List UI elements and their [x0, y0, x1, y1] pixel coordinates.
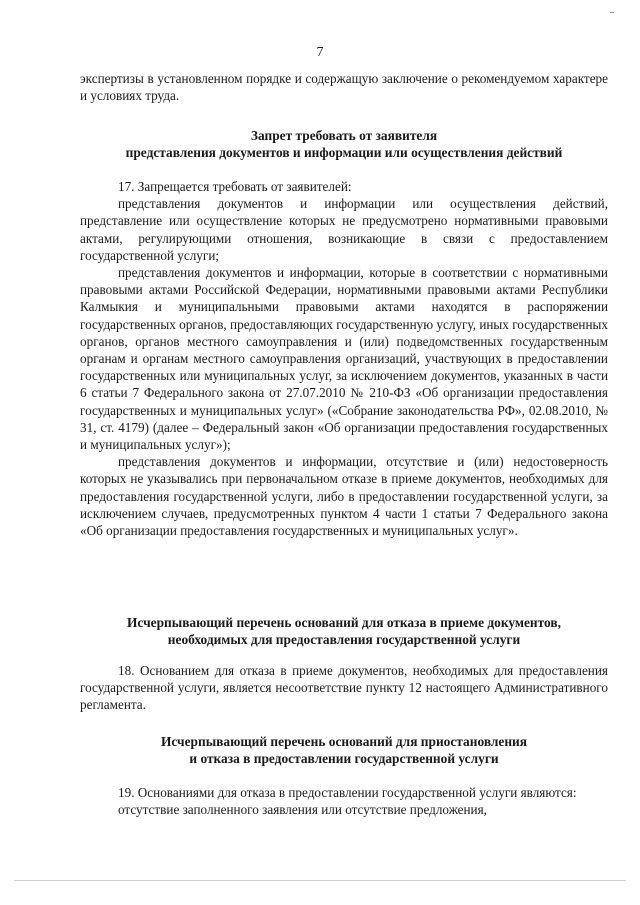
intro-paragraph: экспертизы в установленном порядке и содержащую заключение о рекомендуемом характере и условиях труда. — [80, 71, 608, 104]
section1-body — [80, 178, 608, 539]
paragraph-17-item-3: представления документов и информации, отсутствие и (или) недостоверность которых не указывались при первоначальном отказе в приеме документов, необходимых для предоставления государственной услуги, либо в предоставлении государственной услуги, за исключением случаев, предусмотренных пунктом 4 части 1 статьи 7 Федерального закона «Об организации предоставления государственных и муниципальных услуг». — [80, 454, 608, 539]
paragraph-17-lead: 17. Запрещается требовать от заявителей: — [118, 179, 352, 194]
scan-mark — [610, 12, 614, 13]
paragraph-18: 18. Основанием для отказа в приеме документов, необходимых для предоставления государственной услуги, является несоответствие пункту 12 настоящего Административного регламента. — [80, 663, 608, 713]
intro-block — [80, 70, 608, 104]
heading-line: Запрет требовать от заявителя — [250, 128, 438, 143]
paragraph-17-item-1: представления документов и информации или осуществления действий, представление или осуществление которых не предусмотрено нормативными правовыми актами, регулирующими отношения, возникающие в связи с предоставлением государственной услуги; — [80, 196, 608, 263]
heading-line: Исчерпывающий перечень оснований для отказа в приеме документов, — [127, 615, 561, 630]
heading-line: необходимых для предоставления государственной услуги — [167, 632, 521, 648]
paragraph-19-lead: 19. Основаниями для отказа в предоставлении государственной услуги являются: — [118, 785, 577, 800]
section3-body — [80, 784, 608, 818]
heading-line: Исчерпывающий перечень оснований для приостановления — [160, 734, 528, 749]
section2-body — [80, 662, 608, 714]
section-heading-refusal-documents — [80, 614, 608, 648]
paragraph-19-item-1: отсутствие заполненного заявления или отсутствие предложения, — [118, 802, 487, 818]
section-heading-prohibition — [80, 127, 608, 161]
page-number: 7 — [316, 45, 324, 60]
heading-line: представления документов и информации или осуществления действий — [125, 145, 563, 161]
paragraph-17-item-2: представления документов и информации, которые в соответствии с нормативными правовыми актами Российской Федерации, нормативными правовыми актами Республики Калмыкия и муниципальными правовыми актами находятся в распоряжении государственных органов, предоставляющих государственную услугу, иных государственных органов, органов местного самоуправления и (или) подведомственных государственным органам и органам местного самоуправления организаций, участвующих в предоставлении государственных или муниципальных услуг, за исключением документов, указанных в части 6 статьи 7 Федерального закона от 27.07.2010 № 210-ФЗ «Об организации предоставления государственных и муниципальных услуг» («Собрание законодательства РФ», 02.08.2010, № 31, ст. 4179) (далее – Федеральный закон «Об организации предоставления государственных и муниципальных услуг»); — [80, 265, 608, 453]
heading-line: и отказа в предоставлении государственной услуги — [189, 751, 499, 767]
page-bottom-rule — [14, 880, 626, 881]
section-heading-suspension — [80, 733, 608, 767]
